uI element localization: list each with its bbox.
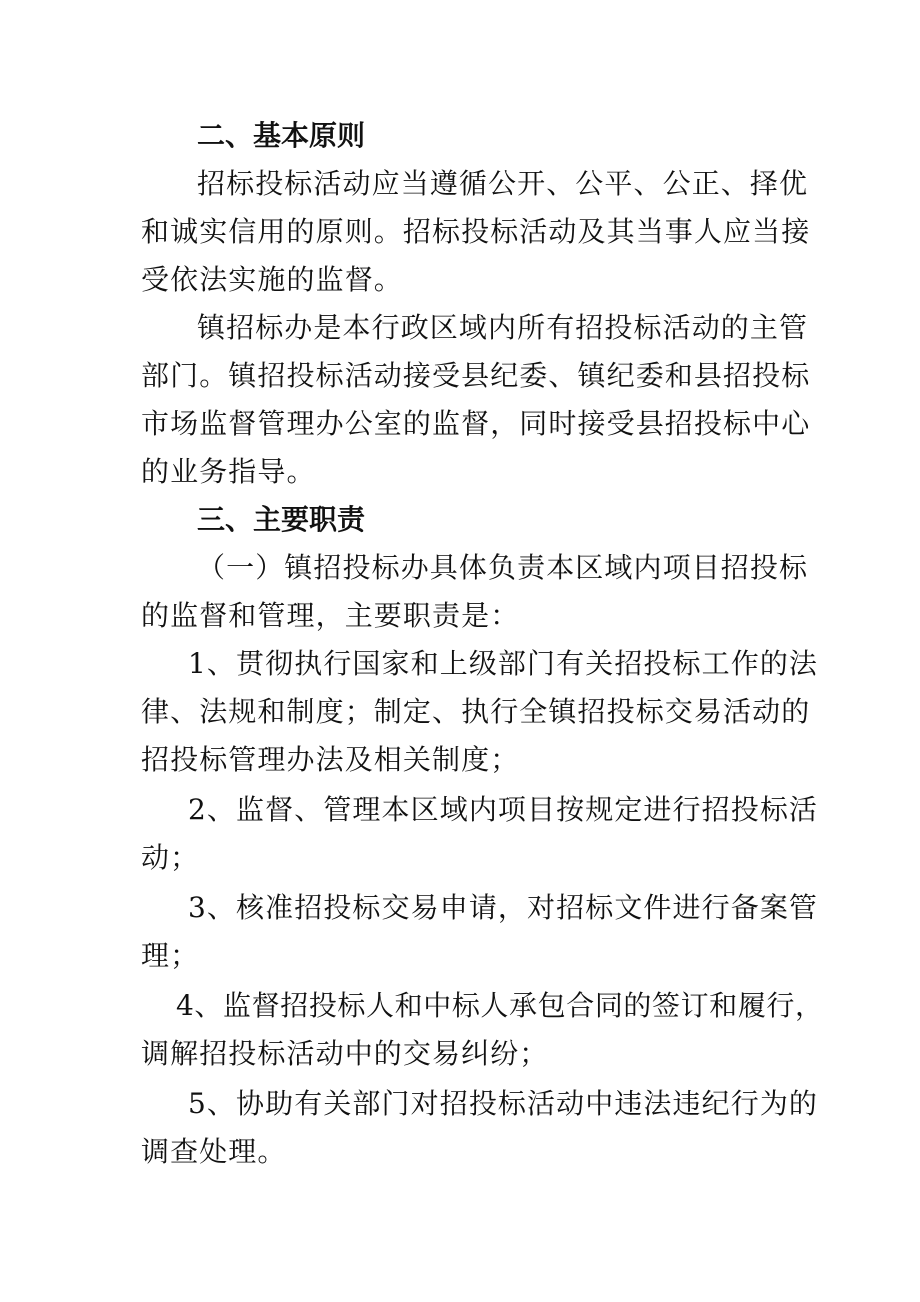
paragraph-line bbox=[0, 356, 920, 396]
paragraph-line bbox=[0, 404, 920, 444]
section-2-heading: 二、基本原则 bbox=[197, 119, 366, 152]
paragraph-line bbox=[0, 838, 920, 878]
paragraph-line bbox=[0, 1132, 920, 1172]
paragraph-line bbox=[0, 548, 920, 588]
text-line: 招投标管理办法及相关制度； bbox=[141, 743, 520, 776]
paragraph-line bbox=[0, 790, 920, 830]
paragraph-line bbox=[0, 644, 920, 684]
paragraph-line bbox=[0, 596, 920, 636]
paragraph-line bbox=[0, 260, 920, 300]
paragraph-line bbox=[0, 740, 920, 780]
paragraph-line bbox=[0, 888, 920, 928]
text-line: 招标投标活动应当遵循公开、公平、公正、择优 bbox=[197, 167, 809, 200]
text-line: 和诚实信用的原则。招标投标活动及其当事人应当接 bbox=[141, 215, 811, 248]
text-line: 市场监督管理办公室的监督，同时接受县招投标中心 bbox=[141, 407, 811, 440]
section-3-heading: 三、主要职责 bbox=[197, 503, 366, 536]
text-line: 镇招标办是本行政区域内所有招投标活动的主管 bbox=[197, 311, 809, 344]
paragraph-line bbox=[0, 1084, 920, 1124]
text-line: 动； bbox=[141, 841, 200, 874]
list-item: 1、贯彻执行国家和上级部门有关招投标工作的法 bbox=[188, 647, 819, 680]
text-line: 调解招投标活动中的交易纠纷； bbox=[141, 1037, 549, 1070]
text-line: 的业务指导。 bbox=[141, 455, 316, 488]
section-heading bbox=[0, 116, 920, 156]
paragraph-line bbox=[0, 1034, 920, 1074]
text-line: 的监督和管理，主要职责是： bbox=[141, 599, 520, 632]
text-line: 受依法实施的监督。 bbox=[141, 263, 403, 296]
text-line: 律、法规和制度；制定、执行全镇招投标交易活动的 bbox=[141, 695, 811, 728]
list-item: 2、监督、管理本区域内项目按规定进行招投标活 bbox=[188, 793, 819, 826]
paragraph-line bbox=[0, 692, 920, 732]
section-heading bbox=[0, 500, 920, 540]
list-item: 5、协助有关部门对招投标活动中违法违纪行为的 bbox=[188, 1087, 819, 1120]
text-line: 调查处理。 bbox=[141, 1135, 287, 1168]
text-line: 部门。镇招投标活动接受县纪委、镇纪委和县招投标 bbox=[141, 359, 811, 392]
paragraph-line bbox=[0, 212, 920, 252]
paragraph-line bbox=[0, 164, 920, 204]
list-item: 4、监督招投标人和中标人承包合同的签订和履行， bbox=[176, 989, 824, 1022]
text-line: （一）镇招投标办具体负责本区域内项目招投标 bbox=[197, 551, 809, 584]
paragraph-line bbox=[0, 308, 920, 348]
paragraph-line bbox=[0, 986, 920, 1026]
paragraph-line bbox=[0, 452, 920, 492]
paragraph-line bbox=[0, 936, 920, 976]
text-line: 理； bbox=[141, 939, 200, 972]
list-item: 3、核准招投标交易申请，对招标文件进行备案管 bbox=[188, 891, 819, 924]
